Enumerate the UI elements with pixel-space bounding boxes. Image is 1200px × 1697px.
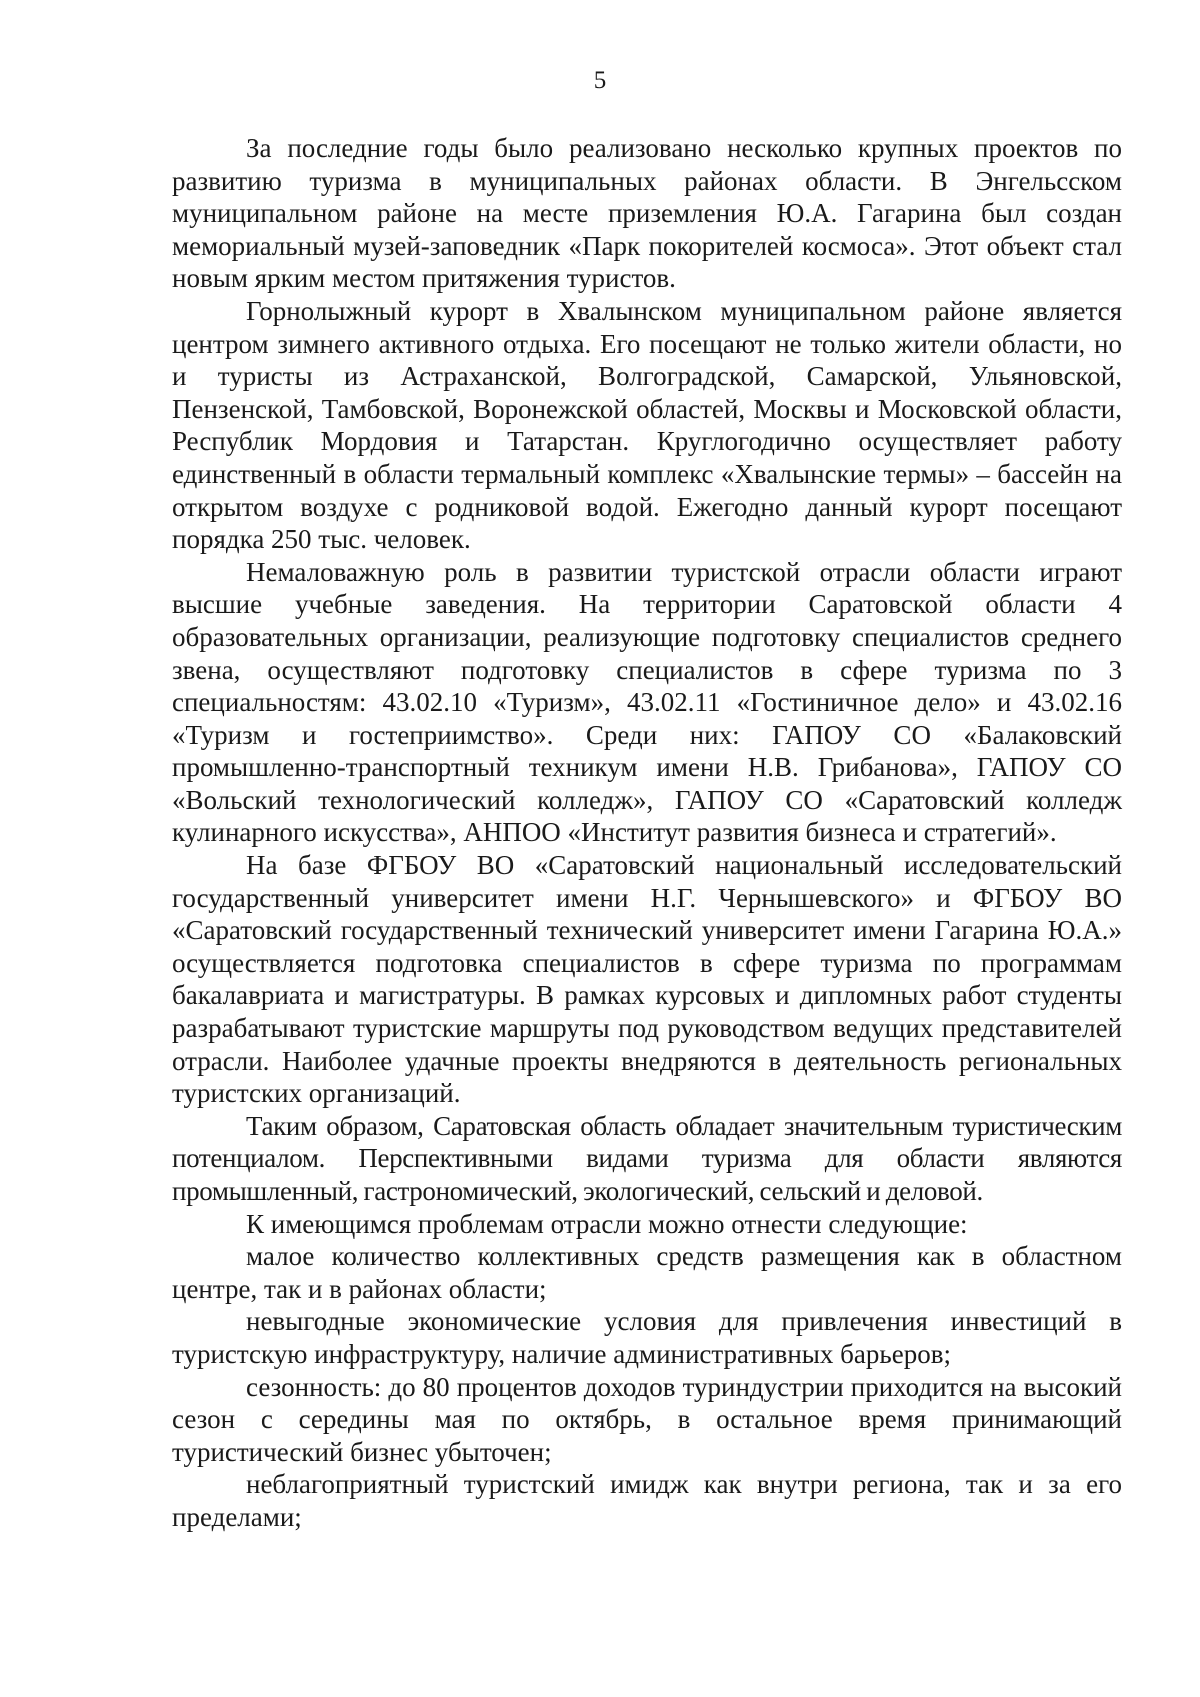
paragraph-recent-projects: За последние годы было реализовано несколько крупных проектов по развитию туризма в муниципальных районах области. В Энгельсском муниципальном районе на месте приземления Ю.А. Гагарина был создан мемориальный музей-заповедник «Парк покорителей космоса». Этот объект стал новым ярким местом притяжения туристов. <box>172 133 1122 294</box>
paragraph-conclusion: Таким образом, Саратовская область обладает значительным туристическим потенциалом. Перспективными видами туризма для области являются промышленный, гастрономический, экологический, сельский и деловой. <box>172 1110 1122 1206</box>
list-item-investment: невыгодные экономические условия для привлечения инвестиций в туристскую инфраструктуру, наличие административных барьеров; <box>172 1306 1122 1369</box>
list-item-image: неблагоприятный туристский имидж как внутри региона, так и за его пределами; <box>172 1469 1122 1532</box>
paragraph-universities: На базе ФГБОУ ВО «Саратовский национальный исследовательский государственный университет имени Н.Г. Чернышевского» и ФГБОУ ВО «Саратовский государственный технический университет имени Гагарина Ю.А.» осуществляется подготовка специалистов в сфере туризма по программам бакалавриата и магистратуры. В рамках курсовых и дипломных работ студенты разрабатывают туристские маршруты под руководством ведущих представителей отрасли. Наиболее удачные проекты внедряются в деятельность региональных туристских организаций. <box>172 850 1122 1109</box>
body-text <box>172 132 1122 1534</box>
page-number: 5 <box>593 67 607 94</box>
list-item-accommodation: малое количество коллективных средств размещения как в областном центре, так и в районах области; <box>172 1241 1122 1304</box>
paragraph-ski-resort: Горнолыжный курорт в Хвалынском муниципальном районе является центром зимнего активного отдыха. Его посещают не только жители области, но и туристы из Астраханской, Волгоградской, Самарской, Ульяновской, Пензенской, Тамбовской, Воронежской областей, Москвы и Московской области, Республик Мордовия и Татарстан. Круглогодично осуществляет работу единственный в области термальный комплекс «Хвалынские термы» – бассейн на открытом воздухе с родниковой водой. Ежегодно данный курорт посещают порядка 250 тыс. человек. <box>172 295 1122 555</box>
paragraph-education: Немаловажную роль в развитии туристской отрасли области играют высшие учебные заведения. На территории Саратовской области 4 образовательных организации, реализующие подготовку специалистов среднего звена, осуществляют подготовку специалистов в сфере туризма по 3 специальностям: 43.02.10 «Туризм», 43.02.11 «Гостиничное дело» и 43.02.16 «Туризм и гостеприимство». Среди них: ГАПОУ СО «Балаковский промышленно-транспортный техникум имени Н.В. Грибанова», ГАПОУ СО «Вольский технологический колледж», ГАПОУ СО «Саратовский колледж кулинарного искусства», АНПОО «Институт развития бизнеса и стратегий». <box>172 556 1122 848</box>
paragraph-problems-intro: К имеющимся проблемам отрасли можно отнести следующие: <box>246 1208 968 1239</box>
list-item-seasonality: сезонность: до 80 процентов доходов туриндустрии приходится на высокий сезон с середины мая по октябрь, в остальное время принимающий туристический бизнес убыточен; <box>172 1371 1122 1467</box>
